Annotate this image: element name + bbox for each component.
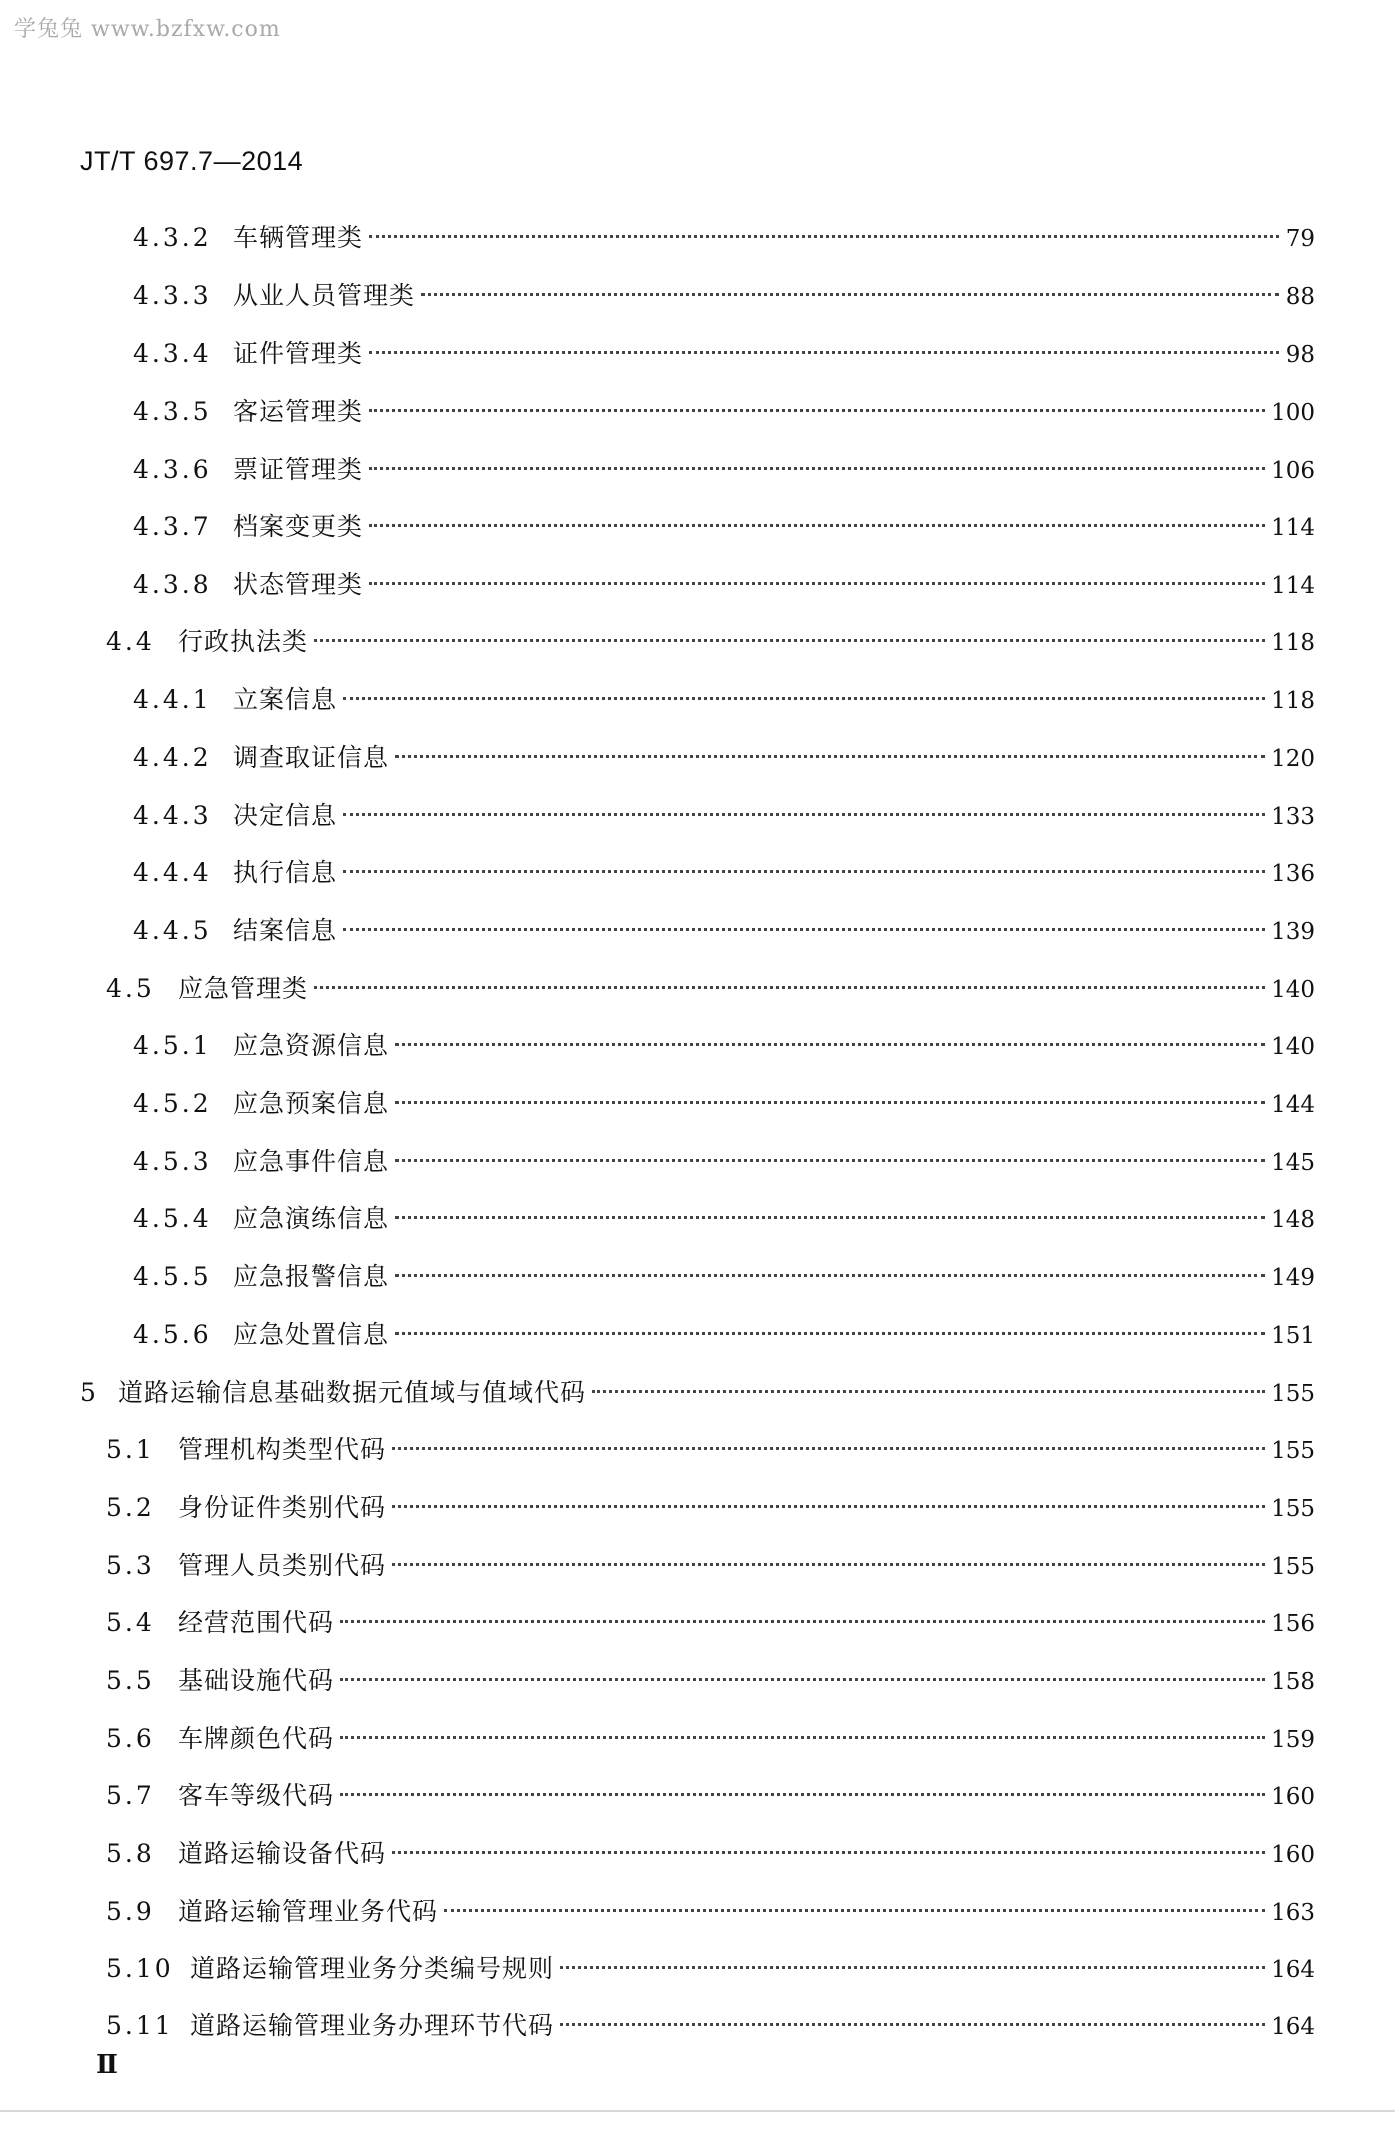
entry-title: 应急资源信息 [233, 1031, 390, 1060]
entry-number: 5.5 [106, 1666, 155, 1695]
toc-entry-4-3-6[interactable] [133, 450, 1315, 490]
entry-number: 4.3.7 [133, 512, 212, 541]
entry-number: 4.4.3 [133, 801, 212, 830]
watermark-text: 学兔兔 www.bzfxw.com [14, 17, 281, 42]
toc-entry-5-8[interactable] [106, 1834, 1315, 1874]
toc-entry-4-5[interactable] [106, 969, 1315, 1009]
entry-page: 118 [1271, 688, 1315, 714]
dot-leader [369, 351, 1279, 354]
entry-page: 98 [1285, 342, 1315, 368]
entry-number: 5.2 [106, 1493, 155, 1522]
dot-leader [314, 639, 1265, 642]
entry-title: 车牌颜色代码 [178, 1724, 335, 1753]
entry-page: 100 [1271, 400, 1315, 426]
entry-number: 5.11 [106, 2011, 174, 2040]
entry-number: 4.4.1 [133, 685, 212, 714]
entry-page: 140 [1271, 1034, 1315, 1060]
entry-page: 114 [1271, 515, 1315, 541]
toc-entry-5-5[interactable] [106, 1661, 1315, 1701]
dot-leader [392, 1447, 1265, 1450]
dot-leader [395, 1216, 1265, 1219]
entry-number: 4.3.2 [133, 223, 212, 252]
entry-title: 行政执法类 [178, 627, 309, 656]
entry-title: 决定信息 [233, 801, 338, 830]
entry-page: 164 [1271, 1957, 1315, 1983]
dot-leader [369, 235, 1279, 238]
dot-leader [592, 1390, 1265, 1393]
entry-title: 执行信息 [233, 858, 338, 887]
entry-number: 5.1 [106, 1435, 155, 1464]
entry-number: 5.3 [106, 1551, 155, 1580]
footer-page-number: Ⅱ [96, 2050, 118, 2080]
toc-entry-4-3-8[interactable] [133, 565, 1315, 605]
toc-entry-4-4-1[interactable] [133, 680, 1315, 720]
entry-number: 4.3.3 [133, 281, 212, 310]
entry-number: 4.4 [106, 627, 155, 656]
dot-leader [340, 1678, 1265, 1681]
entry-number: 4.3.4 [133, 339, 212, 368]
entry-page: 139 [1271, 919, 1315, 945]
entry-number: 4.4.5 [133, 916, 212, 945]
entry-page: 148 [1271, 1207, 1315, 1233]
dot-leader [444, 1909, 1265, 1912]
entry-number: 5 [80, 1378, 99, 1407]
entry-page: 140 [1271, 977, 1315, 1003]
entry-page: 160 [1271, 1784, 1315, 1810]
toc-entry-5-10[interactable] [106, 1949, 1315, 1989]
toc-entry-4-3-7[interactable] [133, 507, 1315, 547]
entry-number: 4.3.8 [133, 570, 212, 599]
entry-title: 道路运输管理业务办理环节代码 [190, 2011, 555, 2040]
toc-entry-5-4[interactable] [106, 1603, 1315, 1643]
dot-leader [421, 293, 1279, 296]
toc-entry-4-5-6[interactable] [133, 1315, 1315, 1355]
toc-entry-4-4-3[interactable] [133, 796, 1315, 836]
dot-leader [369, 467, 1265, 470]
entry-page: 120 [1271, 746, 1315, 772]
dot-leader [340, 1736, 1265, 1739]
dot-leader [343, 813, 1265, 816]
dot-leader [560, 1966, 1265, 1969]
toc-entry-5-2[interactable] [106, 1488, 1315, 1528]
entry-number: 4.3.6 [133, 455, 212, 484]
entry-number: 4.5.5 [133, 1262, 212, 1291]
dot-leader [343, 928, 1265, 931]
entry-page: 155 [1271, 1438, 1315, 1464]
entry-page: 88 [1285, 284, 1315, 310]
dot-leader [392, 1851, 1265, 1854]
entry-title: 调查取证信息 [233, 743, 390, 772]
dot-leader [395, 1101, 1265, 1104]
entry-page: 133 [1271, 804, 1315, 830]
entry-title: 结案信息 [233, 916, 338, 945]
entry-page: 136 [1271, 861, 1315, 887]
entry-number: 4.5 [106, 974, 155, 1003]
entry-number: 4.5.4 [133, 1204, 212, 1233]
toc-entry-4-4-4[interactable] [133, 853, 1315, 893]
entry-title: 立案信息 [233, 685, 338, 714]
dot-leader [560, 2023, 1265, 2026]
entry-number: 4.5.6 [133, 1320, 212, 1349]
dot-leader [369, 582, 1265, 585]
toc-entry-5-7[interactable] [106, 1776, 1315, 1816]
entry-page: 164 [1271, 2014, 1315, 2040]
entry-title: 应急演练信息 [233, 1204, 390, 1233]
entry-number: 5.10 [106, 1954, 174, 1983]
entry-title: 道路运输设备代码 [178, 1839, 387, 1868]
entry-page: 160 [1271, 1842, 1315, 1868]
entry-page: 155 [1271, 1381, 1315, 1407]
entry-page: 106 [1271, 458, 1315, 484]
entry-number: 4.5.3 [133, 1147, 212, 1176]
toc-entry-5-11[interactable] [106, 2006, 1315, 2046]
entry-page: 118 [1271, 630, 1315, 656]
toc-entry-4-3-2[interactable] [133, 218, 1315, 258]
entry-page: 155 [1271, 1554, 1315, 1580]
dot-leader [395, 755, 1265, 758]
entry-number: 4.5.1 [133, 1031, 212, 1060]
entry-title: 状态管理类 [233, 570, 364, 599]
entry-number: 5.8 [106, 1839, 155, 1868]
dot-leader [392, 1563, 1265, 1566]
entry-number: 5.9 [106, 1897, 155, 1926]
entry-number: 4.4.2 [133, 743, 212, 772]
toc-entry-4-3-5[interactable] [133, 392, 1315, 432]
toc-entry-4-4-2[interactable] [133, 738, 1315, 778]
entry-title: 从业人员管理类 [233, 281, 416, 310]
toc-entry-4-5-2[interactable] [133, 1084, 1315, 1124]
dot-leader [392, 1505, 1265, 1508]
entry-title: 应急事件信息 [233, 1147, 390, 1176]
toc-entry-4-3-4[interactable] [133, 334, 1315, 374]
entry-number: 5.4 [106, 1608, 155, 1637]
entry-title: 证件管理类 [233, 339, 364, 368]
toc-entry-5-6[interactable] [106, 1719, 1315, 1759]
entry-page: 159 [1271, 1727, 1315, 1753]
toc-entry-4-5-1[interactable] [133, 1026, 1315, 1066]
document-code-header: JT/T 697.7—2014 [80, 146, 304, 176]
entry-title: 身份证件类别代码 [178, 1493, 387, 1522]
entry-title: 票证管理类 [233, 455, 364, 484]
dot-leader [340, 1620, 1265, 1623]
entry-title: 道路运输管理业务分类编号规则 [190, 1954, 555, 1983]
toc-entry-5-1[interactable] [106, 1430, 1315, 1470]
entry-title: 管理机构类型代码 [178, 1435, 387, 1464]
toc-entry-5[interactable] [80, 1373, 1315, 1413]
entry-number: 5.6 [106, 1724, 155, 1753]
entry-page: 144 [1271, 1092, 1315, 1118]
toc-entry-4-5-4[interactable] [133, 1199, 1315, 1239]
dot-leader [369, 524, 1265, 527]
entry-title: 应急处置信息 [233, 1320, 390, 1349]
entry-number: 4.5.2 [133, 1089, 212, 1118]
entry-number: 5.7 [106, 1781, 155, 1810]
entry-title: 客车等级代码 [178, 1781, 335, 1810]
entry-title: 应急管理类 [178, 974, 309, 1003]
entry-page: 79 [1285, 226, 1315, 252]
entry-number: 4.4.4 [133, 858, 212, 887]
dot-leader [314, 986, 1265, 989]
toc-entry-5-3[interactable] [106, 1546, 1315, 1586]
toc-entry-4-4[interactable] [106, 622, 1315, 662]
entry-page: 163 [1271, 1900, 1315, 1926]
toc-entry-4-5-3[interactable] [133, 1142, 1315, 1182]
entry-page: 158 [1271, 1669, 1315, 1695]
page-bottom-divider [0, 2110, 1395, 2112]
dot-leader [343, 870, 1265, 873]
entry-title: 道路运输管理业务代码 [178, 1897, 439, 1926]
entry-title: 客运管理类 [233, 397, 364, 426]
entry-title: 档案变更类 [233, 512, 364, 541]
dot-leader [395, 1274, 1265, 1277]
entry-page: 149 [1271, 1265, 1315, 1291]
entry-page: 145 [1271, 1150, 1315, 1176]
toc-entry-4-4-5[interactable] [133, 911, 1315, 951]
entry-title: 应急报警信息 [233, 1262, 390, 1291]
dot-leader [343, 697, 1265, 700]
entry-title: 经营范围代码 [178, 1608, 335, 1637]
entry-page: 114 [1271, 573, 1315, 599]
toc-entry-5-9[interactable] [106, 1892, 1315, 1932]
entry-title: 道路运输信息基础数据元值域与值域代码 [118, 1378, 587, 1407]
dot-leader [395, 1043, 1265, 1046]
entry-title: 基础设施代码 [178, 1666, 335, 1695]
entry-title: 应急预案信息 [233, 1089, 390, 1118]
dot-leader [340, 1793, 1265, 1796]
entry-page: 155 [1271, 1496, 1315, 1522]
dot-leader [395, 1159, 1265, 1162]
dot-leader [395, 1332, 1265, 1335]
entry-page: 156 [1271, 1611, 1315, 1637]
entry-title: 管理人员类别代码 [178, 1551, 387, 1580]
toc-entry-4-5-5[interactable] [133, 1257, 1315, 1297]
entry-title: 车辆管理类 [233, 223, 364, 252]
toc-entry-4-3-3[interactable] [133, 276, 1315, 316]
dot-leader [369, 409, 1265, 412]
entry-page: 151 [1271, 1323, 1315, 1349]
entry-number: 4.3.5 [133, 397, 212, 426]
